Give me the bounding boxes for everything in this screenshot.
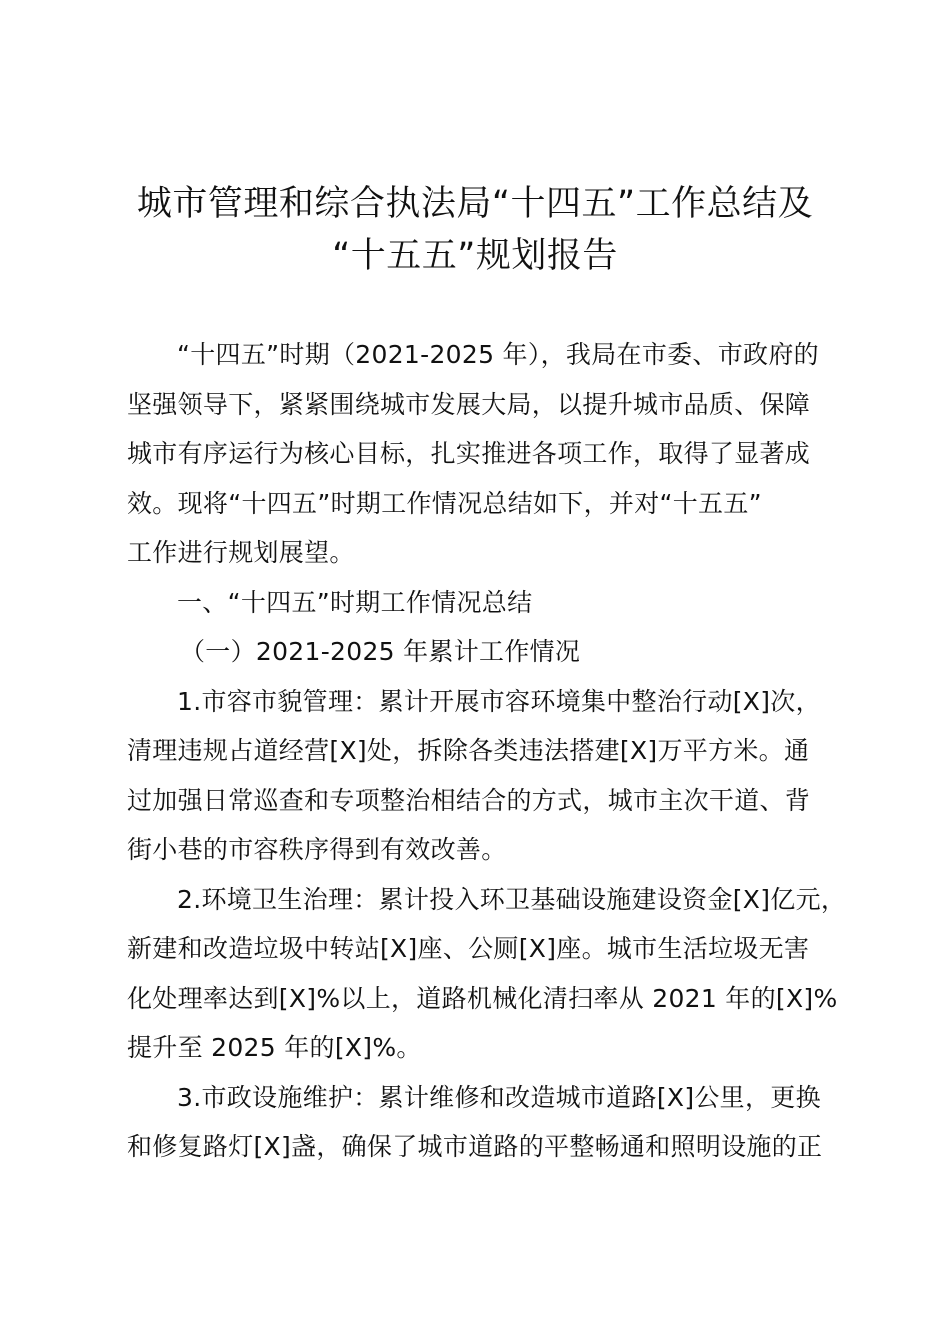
document-title xyxy=(80,178,870,282)
text-line: 2.环境卫生治理：累计投入环卫基础设施建设资金[X]亿元， xyxy=(177,884,847,914)
item-paragraph-2 xyxy=(127,875,847,1073)
item-paragraph-1 xyxy=(127,677,835,875)
text-line: 效。现将“十四五”时期工作情况总结如下，并对“十五五” xyxy=(127,488,762,518)
text-line: 和修复路灯[X]盏，确保了城市道路的平整畅通和照明设施的正 xyxy=(127,1132,823,1161)
title-line: 城市管理和综合执法局“十四五”工作总结及 xyxy=(136,184,814,224)
text-line: 1.市容市貌管理：累计开展市容环境集中整治行动[X]次， xyxy=(177,686,821,716)
text-line: 街小巷的市容秩序得到有效改善。 xyxy=(127,835,507,864)
text-line: “十四五”时期（2021-2025 年），我局在市委、市政府的 xyxy=(177,340,819,369)
subsection-heading: （一）2021-2025 年累计工作情况 xyxy=(180,637,581,666)
text-line: 提升至 2025 年的[X]%。 xyxy=(127,1033,422,1062)
text-line: 过加强日常巡查和专项整治相结合的方式，城市主次干道、背 xyxy=(127,785,811,815)
text-line: 清理违规占道经营[X]处，拆除各类违法搭建[X]万平方米。通 xyxy=(127,736,810,765)
intro-paragraph xyxy=(127,330,835,578)
text-line: 城市有序运行为核心目标，扎实推进各项工作，取得了显著成 xyxy=(127,439,811,468)
text-line: 工作进行规划展望。 xyxy=(127,538,355,567)
text-line: 坚强领导下，紧紧围绕城市发展大局，以提升城市品质、保障 xyxy=(127,389,811,419)
section-heading: 一、“十四五”时期工作情况总结 xyxy=(177,587,533,617)
text-line: 化处理率达到[X]%以上，道路机械化清扫率从 2021 年的[X]% xyxy=(127,983,838,1013)
document-body xyxy=(127,330,847,1172)
title-line: “十五五”规划报告 xyxy=(332,236,618,276)
item-paragraph-3 xyxy=(127,1073,835,1172)
text-line: 3.市政设施维护：累计维修和改造城市道路[X]公里，更换 xyxy=(177,1082,821,1112)
text-line: 新建和改造垃圾中转站[X]座、公厕[X]座。城市生活垃圾无害 xyxy=(127,934,810,963)
